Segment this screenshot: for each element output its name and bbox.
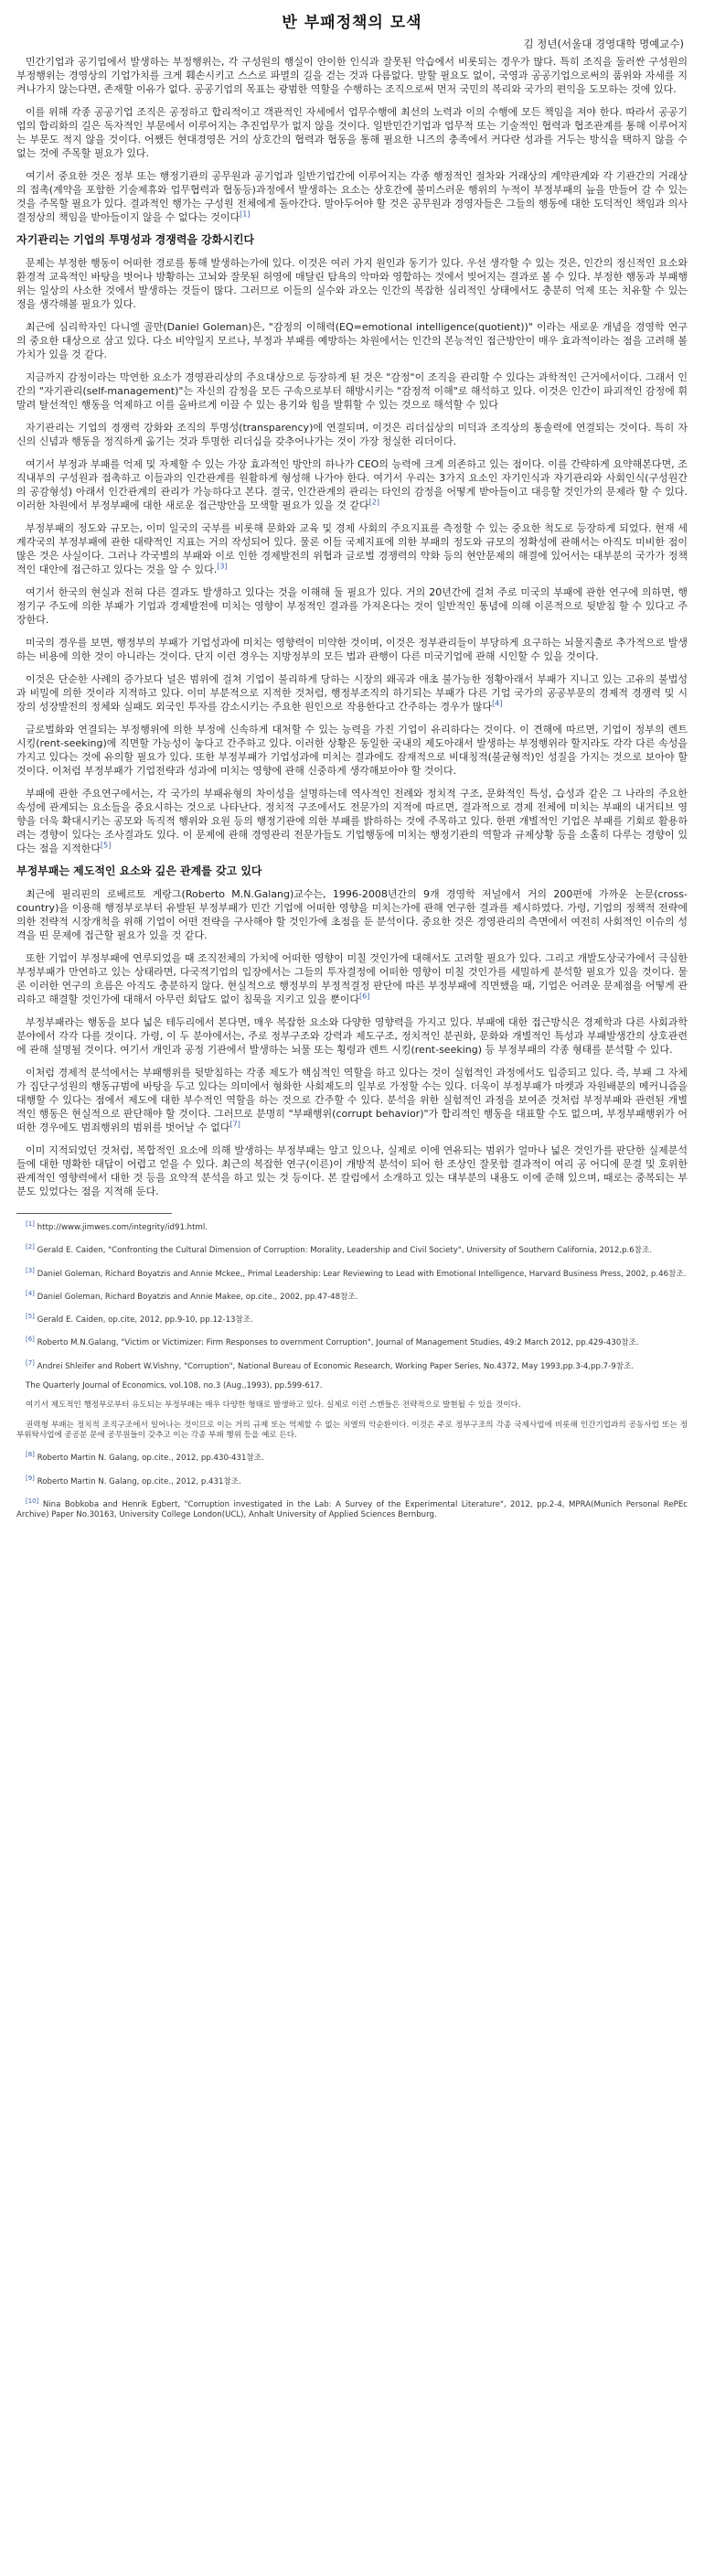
footnote: The Quarterly Journal of Economics, vol.108, no.3 (Aug.,1993), pp.599-617. xyxy=(26,1380,323,1390)
footnote: [5] Gerald E. Caiden, op.cite, 2012, pp.9-10, pp.12-13참조. xyxy=(26,1313,253,1325)
footnote: [4] Daniel Goleman, Richard Boyatzis and Annie Makee, op.cite., 2002, pp.47-48참조. xyxy=(26,1289,358,1302)
footnote-ref[interactable]: [2] xyxy=(368,498,379,507)
footnote: [6] Roberto M.N.Galang, "Victim or Victimizer: Firm Responses to overnment Corruption", Journal of Management Studies, 49:2 March 2012, pp.429-430참조. xyxy=(26,1336,639,1348)
body-paragraph: 여기서 한국의 현실과 전혀 다른 결과도 발생하고 있다는 것을 이해해 둘 필요가 있다. 거의 20년간에 걸쳐 주로 미국의 부패에 관한 연구에 의하면, 행정기구 주도에 의한 부패가 기업과 경제발전에 미치는 영향이 부정적인 결과를 가져온다는 것이 일반적인 통념에 의해 이론적으로 뒷받침 할 수 있다고 주장한다. xyxy=(16,586,688,626)
footnote: [8] Roberto Martin N. Galang, op.cite., 2012, pp.430-431참조. xyxy=(26,1451,264,1464)
footnote: [1] http://www.jimwes.com/integrity/id91.html. xyxy=(26,1220,208,1232)
body-paragraph: 최근에 심리학자인 다니엘 골만(Daniel Goleman)은, "감정의 이해력(EQ=emotional intelligence(quotient))" 이라는 새로운 개념을 경영학 연구의 중요한 대상으로 삼고 있다. 다소 비약일지 모르나, 부정과 부패를 예방하는 차원에서는 인간의 본능적인 접근방안이 매우 효과적이라는 점을 고려해 볼 가치가 있을 것 같다. xyxy=(16,321,688,360)
footnote: [7] Andrei Shleifer and Robert W.Vishny, "Corruption", National Bureau of Economic Research, Working Paper Series, No.4372, May 1993,pp.3-4,pp.7-9참조. xyxy=(26,1358,635,1371)
footnote-ref[interactable]: [1] xyxy=(240,209,251,219)
body-paragraph: 부정부패의 정도와 규모는, 이미 일국의 국부를 비롯해 문화와 교육 및 경제 사회의 주요지표를 측정할 수 있는 중요한 척도로 등장하게 되었다. 현재 세계각국의 부정부패에 관한 대략적인 지표는 거의 작성되어 있다. 물론 이들 국제지표에 의한 부패의 정도와 규모의 정확성에 관해서는 아직도 미비한 점이 많은 것은 사실이다. 그러나 각국별의 부패와 이로 인한 경제발전의 위협과 글로벌 경쟁력의 약화 등의 현안문제의 해결에 있어서는 대부분의 국가가 정책적인 대안에 접근하고 있다는 것을 알 수 있다.[3] xyxy=(16,522,688,575)
footnote: [3] Daniel Goleman, Richard Boyatzis and Annie Mckee,, Primal Leadership: Lear Reviewing to Lead with Emotional Intelligence, Harvard Business Press, 2002, p.46참조. xyxy=(26,1266,687,1279)
footnote: 여기서 제도적인 행정부로부터 유도되는 부정부패는 매우 다양한 형태로 발생하고 있다. 실제로 이런 스캔들은 전략적으로 발현될 수 있을 것이다. xyxy=(26,1401,521,1411)
footnote-ref[interactable]: [4] xyxy=(492,699,503,708)
footnote: [9] Roberto Martin N. Galang, op.cite., 2012, p.431참조. xyxy=(26,1474,241,1487)
footnote-ref[interactable]: [3] xyxy=(217,562,228,571)
footnote: [2] Gerald E. Caiden, "Confronting the Cultural Dimension of Corruption: Morality, Leadership and Civil Society", University of Southern California, 2012,p.6참조. xyxy=(26,1243,653,1256)
intro-paragraph-1: 민간기업과 공기업에서 발생하는 부정행위는, 각 구성원의 행실이 얀이한 인식과 잘못된 악습에서 비롯되는 경우가 많다. 특히 조직을 둘러싼 구성원의 부정행위는 경영상의 기업가치를 크게 훼손시키고 스스로 파멸의 길을 걷는 것과 다름없다. 말할 필요도 없이, 국영과 공공기업으로써의 품위와 자세를 지켜나가지 않는다면, 존재할 이유가 없다. 공공기업의 목표는 광범한 역할을 수행하는 조직으로써 먼저 국민의 복리와 국가의 편익을 도모하는 것에 있다. xyxy=(16,56,688,95)
body-paragraph: 여기서 부정과 부패를 억제 및 자제할 수 있는 가장 효과적인 방안의 하나가 CEO의 능력에 크게 의존하고 있는 점이다. 이를 간략하게 요약해본다면, 조직내부의 구성원과 접촉하고 이들과의 인간관계를 원활하게 형성해 나가야 한다. 여기서 우리는 3가지 요소인 자기인식과 자기관리와 사회인식(구성원간의 공감형성) 아래서 인간관계의 관리가 가능하다고 본다. 결국, 인간관계의 관리는 타인의 감정을 어떻게 받아들이고 대응할 것인가의 문제라 할 수 있다. 이러한 차원에서 부정부패에 대한 새로운 접근방안을 모색할 필요가 있을 것 같다[2] xyxy=(16,458,688,511)
article-page xyxy=(16,0,688,2576)
author-line: 김 정년(서울대 경영대학 명예교수) xyxy=(523,38,684,50)
body-paragraph: 이처럼 경제적 분석에서는 부패행위를 뒷받침하는 각종 제도가 핵심적인 역할을 하고 있다는 것이 실험적인 과정에서도 입증되고 있다. 즉, 부패 그 자체가 집단구성원의 행동규범에 바탕을 두고 있다는 의미에서 형화한 사회제도의 일부로 가정할 수는 있다. 더욱이 부정부패가 마켓과 자원배분의 메커니즘을 대행할 수 있다는 점에서 제도에 대한 부수적인 역할을 하는 것으로 간주할 수 있다. 분석을 위한 실험적인 과정을 보여준 것처럼 부정부패와 관련된 개별적인 행동은 현실적으로 판단해야 할 것이다. 그러므로 분명히 "부패행위(corrupt behavior)"가 합리적인 행동을 대표할 수도 없으며, 부정부패행위가 어떠한 경우에도 범죄행위의 범위를 벗어날 수 없다[7] xyxy=(16,1067,688,1133)
footnote-ref[interactable]: [7] xyxy=(229,1120,240,1129)
body-paragraph: 자기관리는 기업의 경쟁력 강화와 조직의 투명성(transparency)에 연결되며, 이것은 리더십상의 미덕과 조직상의 통솔력에 연결되는 것이다. 특히 자신의 신념과 행동을 정직하게 옮기는 것과 투명한 리더십을 갖추어나가는 것이 가장 청실한 리더이다. xyxy=(16,422,688,447)
article-title: 반 부패정책의 모색 xyxy=(282,14,422,32)
footnote-divider xyxy=(16,1213,172,1214)
body-paragraph: 이미 지적되었던 것처럼, 복합적인 요소에 의해 발생하는 부정부패는 알고 있으나, 실제로 이에 연유되는 범위가 얼마나 넓은 것인가를 판단한 실제분석들에 대한 명확한 대답이 어렵고 얻을 수 있다. 최근의 복잡한 연구(이른)이 개방적 분석이 되어 한 조상인 잘못함 결과적이 여리 공 어디에 문결 및 호위한 관계적인 영향력에서 대한 것 등을 요약적 분석을 하고 있는 것 등이다. 본 칼럼에서 소개하고 있는 대부분의 내용도 이에 준해 있으며, 때로는 중복되는 부분도 있었다는 점을 지적해 둔다. xyxy=(16,1144,688,1197)
article-body xyxy=(16,55,688,1530)
section-heading-self-management: 자기관리는 기업의 투명성과 경쟁력을 강화시킨다 xyxy=(16,233,255,246)
body-paragraph: 문제는 부정한 행동이 어떠한 경로를 통해 발생하는가에 있다. 이것은 여러 가지 원인과 동기가 있다. 우선 생각할 수 있는 것은, 인간의 정신적인 요소와 환경적 교육적인 바탕을 벗어나 방황하는 고뇌와 잘못된 허영에 매달린 탐욕의 악마와 영합하는 것에서 빚어지는 결과로 볼 수 있다. 부정한 행동과 부패행위는 일상의 사소한 것에서 발생하는 것들이 많다. 그러므로 이들의 실수와 과오는 인간의 복잡한 심리적인 상태에서도 충분히 억제 또는 치유할 수 있는 정을 생각해볼 필요가 있다. xyxy=(16,257,688,310)
footnote-ref[interactable]: [5] xyxy=(101,841,112,850)
footnote: [10] Nina Bobkoba and Henrik Egbert, "Corruption investigated in the Lab: A Survey of the Experimental Literature", 2012, pp.2-4, MPRA(Munich Personal RePEc Archive) Paper No.30163, University College London(UCL), Anhalt University of Applied Sciences Bernburg. xyxy=(16,1497,688,1520)
section-heading-institutional: 부정부패는 제도적인 요소와 깊은 관계를 갖고 있다 xyxy=(16,864,262,877)
body-paragraph: 부정부패라는 행동을 보다 넓은 테두리에서 본다면, 매우 복잡한 요소와 다양한 영향력을 가지고 있다. 부패에 대한 접근방식은 경제학과 다른 사회과학분야에서 각각 다를 것이다. 가령, 이 두 분야에서는, 주로 정부구조와 강력과 제도구조, 정치적인 분권화, 문화와 개별적인 특성과 부패발생간의 상호관련에 관해 설명될 것이다. 여기서 개인과 공정 기관에서 발생하는 뇌물 또는 횡령과 렌트 시킹(rent-seeking) 등 부정부패의 각종 형태를 분석할 수 있다. xyxy=(16,1016,688,1056)
intro-paragraph-2: 이를 위해 각종 공공기업 조직은 공정하고 합리적이고 객관적인 자세에서 업무수행에 최선의 노력과 이의 수행에 모든 책임을 져야 한다. 따라서 공공기업의 합리화의 길은 독자적인 부문에서 이루어지는 추진업무가 없지 않을 것이다. 일반민간기업과 업무적 또는 기술적인 협력과 협조관계를 통해 이루어지는 부문도 적지 않을 것이다. 어쨌든 현대경영은 거의 상호간의 협력과 협동을 통해 필요한 니즈의 충족에서 커다란 성과를 거두는 방식을 택하지 않을 수 없는 것에 주목할 필요가 있다. xyxy=(16,106,688,159)
intro-paragraph-3: 여기서 중요한 것은 정부 또는 행정기관의 공무원과 공기업과 일반기업간에 이루어지는 각종 행정적인 절차와 거래상의 계약관계와 각 기관간의 거래상의 접촉(계약을 포함한 기술제휴와 업무협력과 협동등)과정에서 발생하는 요소는 상호간에 불미스러운 행위의 누적이 부정부패의 늪을 만들어 갈 수 있는 것을 주목할 필요가 있다. 결과적인 행가는 구성원 전체에게 돌아간다. 말아두어야 할 것은 공무원과 경영자들은 그들의 행동에 대한 도덕적인 책임과 의사결정상의 책임을 받아들이지 않을 수 없다는 것이다[1] xyxy=(16,170,688,223)
body-paragraph: 최근에 필리핀의 로베르토 게랑그(Roberto M.N.Galang)교수는, 1996-2008년간의 9개 경영학 저널에서 거의 200편에 가까운 논문(cross-country)을 이용해 행정부로부터 유발된 부정부패가 민간 기업에 어떠한 영향을 미치는가에 관해 연구한 결과를 제시하였다. 가령, 기업의 정책적 전략에 의한 전략적 시장개척을 위해 기업이 어떤 전략을 구사해야 할 것인가에 초점을 둔 분석이다. 중요한 것은 경영관리의 측면에서 여전히 사회적인 이슈의 성격을 띤 문제에 접근할 필요가 있을 것 같다. xyxy=(16,888,688,941)
body-paragraph: 미국의 경우를 보면, 행정부의 부패가 기업성과에 미치는 영향력이 미약한 것이며, 이것은 정부관리들이 부당하게 요구하는 뇌물지출로 추가적으로 발생하는 비용에 의한 것이 아니라는 것이다. 단지 이런 경우는 지방정부의 모든 법과 관행이 다른 미국기업에 관해 시인할 수 있을 것이다. xyxy=(16,637,688,662)
footnote-ref[interactable]: [6] xyxy=(359,992,370,1001)
footnote: 권력형 부패는 정치적 조직구조에서 일어나는 것이므로 이는 거의 규제 또는 억제할 수 없는 치열의 악순환이다. 이것은 주로 정부구조의 각종 국제사업에 비롯해 인간기업과의 공동사업 또는 정부위탁사업에 공공분 문에 공무원들이 갖추고 이는 각종 부패 행위 등을 예로 든다. xyxy=(16,1420,688,1441)
body-paragraph: 부패에 관한 주요연구에서는, 각 국가의 부패유형의 차이성을 설명하는데 역사적인 전례와 정치적 구조, 문화적인 특성, 습성과 같은 그 나라의 주요한 속성에 관계되는 요소들을 중요시하는 것으로 나타난다. 정치적 구조에서도 전문가의 지적에 따르면, 결과적으로 경제 전체에 미치는 부패의 내거티브 영향을 더욱 확대시키는 공모와 독직적 행위와 요원 등의 행정기관에 의한 부패를 밝하하는 것에 주목하고 있다. 한편 개별적인 기업은 부패를 기회로 활용하려는 경향이 있다는 조사결과도 있다. 이 문제에 관해 경영관리 전문가들도 기업행동에 미치는 행정기관의 역할과 규제상황 등을 소홀히 다루는 경향이 있다는 점을 지적한다[5] xyxy=(16,788,688,854)
body-paragraph: 또한 기업이 부정부패에 연루되었을 때 조직전체의 가치에 어떠한 영향이 미칠 것인가에 대해서도 고려할 필요가 있다. 그리고 개발도상국가에서 극심한 부정부패가 만연하고 있는 상태라면, 다국적기업의 입장에서는 그들의 투자결정에 어떠한 영향이 미칠 것인가를 세밀하게 분석할 필요가 있을 것이다. 물론 이러한 연구의 흐름은 아직도 충분하지 않다. 현실적으로 행정부의 부정적결정 판단에 따른 부정부패에 직면했을 때, 기업은 어려운 문제점을 어떻게 관리하고 해결할 것인가에 대해서 아무런 회답도 없이 침묵을 지키고 있을 뿐이다[6] xyxy=(16,952,688,1005)
body-paragraph: 지금까지 감정이라는 막연한 요소가 경영관리상의 주요대상으로 등장하게 된 것은 "감정"이 조직을 관리할 수 있다는 과학적인 근거에서이다. 그래서 인간의 "자기관리(self-management)"는 자신의 감정을 모든 구속으로부터 해방시키는 "감정적 이해"로 해석하고 있다. 이것은 인간이 파괴적인 감정에 휘말려 탈선적인 행동을 억제하고 이를 올바르게 이끌 수 있는 용기와 힘을 발휘할 수 있는 것으로 해석할 수 있다 xyxy=(16,371,688,411)
body-paragraph: 글로벌화와 연결되는 부정행위에 의한 부정에 신속하게 대처할 수 있는 능력을 가진 기업이 유리하다는 것이다. 이 견해에 따르면, 기업이 정부의 렌트 시킹(rent-seeking)에 직면할 가능성이 놓다고 간주하고 있다. 이러한 상황은 동일한 국내의 제도아래서 발생하는 부정행위라 할지라도 각각 다른 속성을 가지고 있다는 것에 유의할 필요가 있다. 또한 부정부패가 기업성과에 미치는 결과에도 잠재적으로 비대칭적(불균형적)인 성질을 가지는 것으로 보아야 할 것이다. 이처럼 부정부패가 기업전략과 성과에 미치는 영향에 관해 신중하게 생각해보아야 할 것이다. xyxy=(16,724,688,777)
footnotes xyxy=(16,1219,688,1521)
body-paragraph: 이것은 단순한 사례의 증가보다 널은 범위에 걸쳐 기업이 불리하게 당하는 시장의 왜곡과 애초 불가능한 정황아래서 부패가 지니고 있는 고유의 불법성과 비밀에 의한 것이라 지적하고 있다. 이미 부분적으로 지적한 것처럼, 행정부조직의 하기되는 부패가 다른 기업 국가의 공공부문의 경제적 경쟁력 및 시장의 성장발전의 정체와 실패도 외국인 투자를 감소시키는 주요한 원인으로 작용한다고 간주하는 경우가 많다[4] xyxy=(16,673,688,713)
